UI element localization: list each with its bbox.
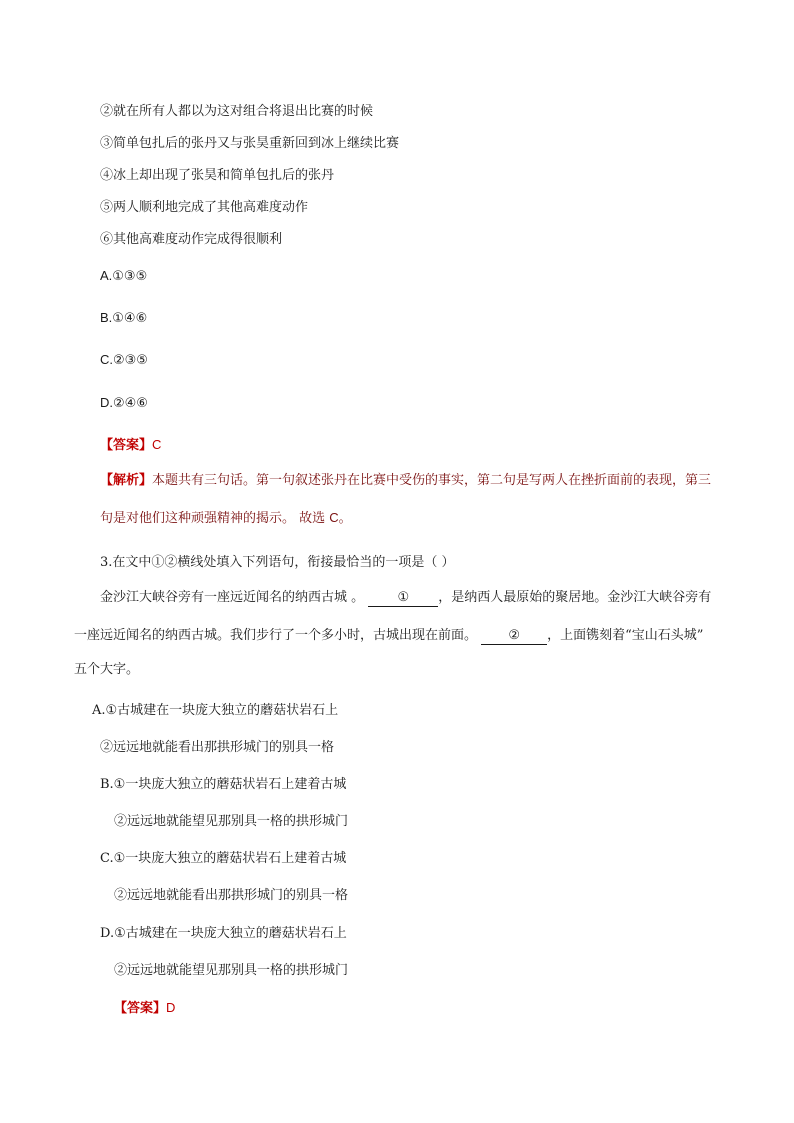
- passage-text-2b: ，上面镌刻着“宝山石头城”: [547, 628, 704, 643]
- option-c: C.②③⑤: [100, 352, 148, 367]
- q3-option-c-1: C.①一块庞大独立的蘑菇状岩石上建着古城: [100, 851, 347, 866]
- statement-3: ③简单包扎后的张丹又与张昊重新回到冰上继续比赛: [100, 136, 400, 151]
- analysis-text-2: 句是对他们这种顽强精神的揭示。 故选: [100, 511, 330, 526]
- statement-4: ④冰上却出现了张昊和简单包扎后的张丹: [100, 168, 335, 183]
- analysis-choice: C: [329, 510, 339, 525]
- analysis-label: 【解析】: [100, 473, 153, 488]
- q3-passage-line-1: [100, 590, 711, 607]
- q3-answer-label: 【答案】: [114, 1001, 167, 1016]
- q3-option-b-1: B.①一块庞大独立的蘑菇状岩石上建着古城: [100, 777, 347, 792]
- q3-option-d-1: D.①古城建在一块庞大独立的蘑菇状岩石上: [100, 926, 347, 941]
- analysis-end: 。: [338, 511, 352, 526]
- q3-answer: [114, 1000, 175, 1017]
- statement-2: ②就在所有人都以为这对组合将退出比赛的时候: [100, 104, 374, 119]
- q3-option-a-1: A.①古城建在一块庞大独立的蘑菇状岩石上: [92, 703, 339, 718]
- q3-option-b-2: ②远远地就能望见那别具一格的拱形城门: [114, 814, 349, 829]
- q3-option-a-2: ②远远地就能看出那拱形城门的别具一格: [100, 740, 335, 755]
- analysis-text-1: 本题共有三句话。第一句叙述张丹在比赛中受伤的事实，第二句是写两人在挫折面前的表现，第三: [152, 473, 712, 488]
- option-a: A.①③⑤: [100, 268, 148, 283]
- blank-2: ②: [481, 628, 547, 645]
- q2-answer: [100, 437, 161, 454]
- passage-text-1b: ，是纳西人最原始的聚居地。金沙江大峡谷旁有: [438, 590, 712, 605]
- answer-label: 【答案】: [100, 438, 153, 453]
- q3-passage-line-2: [74, 628, 703, 645]
- blank-1: ①: [368, 590, 438, 607]
- passage-text-1a: 金沙江大峡谷旁有一座远近闻名的纳西古城 。: [100, 590, 365, 605]
- q2-analysis-line-1: [100, 473, 711, 489]
- statement-6: ⑥其他高难度动作完成得很顺利: [100, 232, 283, 247]
- q3-passage-line-3: 五个大字。: [74, 662, 140, 677]
- q3-answer-value: D: [166, 1000, 176, 1015]
- q3-option-c-2: ②远远地就能看出那拱形城门的别具一格: [114, 888, 349, 903]
- option-b: B.①④⑥: [100, 310, 148, 325]
- answer-value: C: [152, 437, 162, 452]
- q3-option-d-2: ②远远地就能望见那别具一格的拱形城门: [114, 963, 349, 978]
- option-d: D.②④⑥: [100, 395, 148, 410]
- statement-5: ⑤两人顺利地完成了其他高难度动作: [100, 200, 309, 215]
- q3-stem: 3.在文中①②横线处填入下列语句，衔接最恰当的一项是（ ）: [100, 555, 455, 570]
- passage-text-2a: 一座远近闻名的纳西古城。我们步行了一个多小时，古城出现在前面。: [74, 628, 478, 643]
- q2-analysis-line-2: [100, 510, 352, 527]
